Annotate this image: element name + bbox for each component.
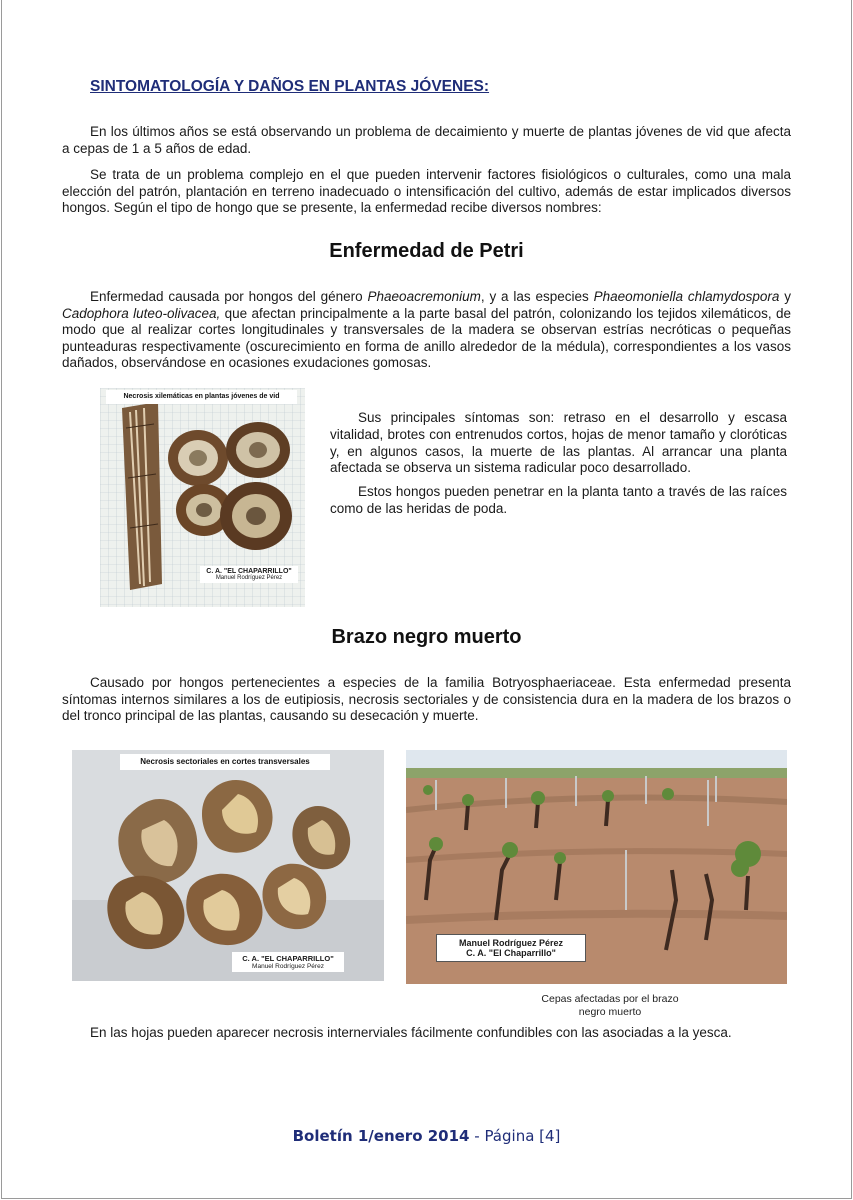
credit-line: Manuel Rodríguez Pérez xyxy=(215,575,283,581)
petri-paragraph-2: Sus principales síntomas son: retraso en el desarrollo y escasa vitalidad, brotes con entrenudos cortos, hojas de menor tamaño y cloróticas y, en algunos casos, la muerte de las plantas. Al arrancar una planta afectada se observa un sistema radicular poco desarrollado. xyxy=(330,410,787,476)
sectorial-necrosis-photo xyxy=(72,750,384,981)
text-run: que afectan principalmente a la parte basal del patrón, colonizando los tejidos xilemáticos, de modo que al realizar cortes longitudinales y transversales de la madera se observan estrías necróticas o pequeñas punteaduras respectivamente (oscurecimiento en forma de anillo alrededor de la médula), correspondientes a los vasos dañados, observándose en ocasiones exudaciones gomosas. xyxy=(62,305,792,370)
photo-credit xyxy=(232,952,344,972)
credit-line: C. A. "EL CHAPARRILLO" xyxy=(206,568,292,575)
sectorial-photo-art xyxy=(72,750,384,981)
caption-line: Cepas afectadas por el brazo xyxy=(541,993,679,1005)
credit-line: C. A. "EL CHAPARRILLO" xyxy=(242,954,334,963)
vineyard-photo xyxy=(406,750,787,984)
intro-paragraph-1: En los últimos años se está observando un problema de decaimiento y muerte de plantas jóvenes de vid que afecta a cepas de 1 a 5 años de edad. xyxy=(62,124,791,156)
page-footer xyxy=(0,1127,853,1145)
text-run: y xyxy=(779,289,791,304)
text-run: Enfermedad causada por hongos del género xyxy=(90,289,368,304)
footer-separator: - xyxy=(469,1127,485,1145)
credit-line: Manuel Rodríguez Pérez xyxy=(252,963,324,970)
photo-credit xyxy=(200,566,298,583)
intro-paragraph-2: Se trata de un problema complejo en el que pueden intervenir factores fisiológicos o culturales, como una mala elección del patrón, plantación en terreno inadecuado o intensificación del cultivo, además de estar implicados diversos hongos. Según el tipo de hongo que se presente, la enfermedad recibe diversos nombres: xyxy=(62,167,791,215)
petri-title: Enfermedad de Petri xyxy=(329,240,524,262)
section-heading: SINTOMATOLOGÍA Y DAÑOS EN PLANTAS JÓVENES: xyxy=(90,78,490,95)
text-run: , y a las especies xyxy=(480,289,594,304)
page-number: Página [4] xyxy=(484,1127,561,1145)
photo-banner: Necrosis xilemáticas en plantas jóvenes de vid xyxy=(106,390,297,404)
photo-caption xyxy=(505,993,715,1019)
photo-credit xyxy=(436,934,586,962)
credit-line: Manuel Rodríguez Pérez xyxy=(458,938,564,948)
photo-banner: Necrosis sectoriales en cortes transversales xyxy=(120,754,330,770)
species-name: Cadophora luteo-olivacea, xyxy=(62,305,221,321)
petri-paragraph-3: Estos hongos pueden penetrar en la planta tanto a través de las raíces como de las heridas de poda. xyxy=(330,484,787,516)
bulletin-label: Boletín 1/enero 2014 xyxy=(292,1127,470,1145)
genus-name: Phaeoacremonium xyxy=(367,289,481,304)
credit-line: C. A. "El Chaparrillo" xyxy=(466,948,556,958)
brazo-paragraph-2: En las hojas pueden aparecer necrosis internerviales fácilmente confundibles con las asociadas a la yesca. xyxy=(90,1025,732,1040)
brazo-title: Brazo negro muerto xyxy=(331,626,522,648)
petri-necrosis-photo xyxy=(100,388,305,607)
species-name: Phaeomoniella chlamydospora xyxy=(593,289,780,304)
petri-paragraph-1 xyxy=(62,289,791,372)
caption-line: negro muerto xyxy=(578,1006,642,1018)
brazo-paragraph-1: Causado por hongos pertenecientes a especies de la familia Botryosphaeriaceae. Esta enfermedad presenta síntomas internos similares a los de eutipiosis, necrosis sectoriales y de consistencia dura en la madera de los brazos o del tronco principal de las plantas, causando su desecación y muerte. xyxy=(62,675,791,723)
